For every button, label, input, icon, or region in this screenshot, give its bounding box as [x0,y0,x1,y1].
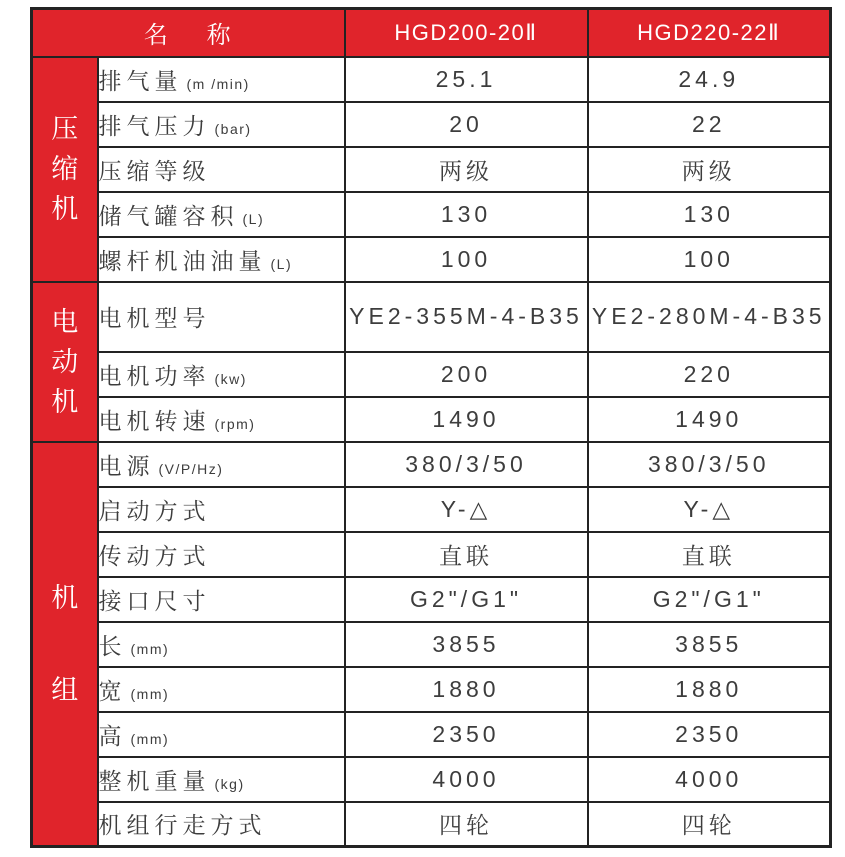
row-unit: (bar) [214,120,252,137]
row-unit: (mm) [130,640,170,657]
value-cell: 直联 [588,532,831,577]
row-label: 高 [98,722,127,749]
table-row [32,192,831,237]
value-cell: 1490 [588,397,831,442]
table-row [32,442,831,487]
group-label: 压缩机 [51,114,79,224]
group-label: 电动机 [51,306,79,417]
header-model-2: HGD220-22Ⅱ [588,9,831,57]
row-label: 排气量 [98,67,183,94]
row-unit: (mm) [130,730,170,747]
header-name-cell: 名 称 [32,9,345,57]
row-label-cell [98,282,345,352]
table-row [32,667,831,712]
value-cell: 100 [345,237,588,282]
row-label: 传动方式 [98,542,211,569]
value-cell: YE2-355M-4-B35 [345,282,588,352]
value-cell: 两级 [588,147,831,192]
value-cell: 1880 [588,667,831,712]
value-cell: 25.1 [345,57,588,102]
row-label-cell [98,622,345,667]
row-label-cell [98,397,345,442]
table-row [32,397,831,442]
table-row [32,712,831,757]
row-label: 电机功率 [98,362,211,389]
value-cell: 2350 [345,712,588,757]
value-cell: 220 [588,352,831,397]
value-cell: 100 [588,237,831,282]
value-cell: Y-△ [588,487,831,532]
row-unit: (V/P/Hz) [158,460,224,477]
value-cell: 1880 [345,667,588,712]
row-label: 压缩等级 [98,157,211,184]
table-row [32,487,831,532]
row-label: 宽 [98,677,127,704]
spec-sheet [0,7,845,857]
value-cell: G2"/G1" [345,577,588,622]
row-label-cell [98,102,345,147]
table-row [32,802,831,847]
table-row [32,57,831,102]
group-label: 机组 [51,582,79,705]
row-label-cell [98,192,345,237]
row-unit: (kg) [214,775,245,792]
row-unit: (mm) [130,685,170,702]
table-row [32,577,831,622]
row-label-cell [98,352,345,397]
row-label-cell [98,442,345,487]
row-unit: (kw) [214,370,247,387]
table-row [32,622,831,667]
value-cell: 380/3/50 [345,442,588,487]
value-cell: 四轮 [345,802,588,847]
row-label-cell [98,712,345,757]
value-cell: 4000 [588,757,831,802]
row-label-cell [98,237,345,282]
value-cell: 四轮 [588,802,831,847]
row-label: 螺杆机油油量 [98,247,267,274]
group-cell-motor [32,282,98,442]
value-cell: 1490 [345,397,588,442]
row-label-cell [98,147,345,192]
value-cell: 20 [345,102,588,147]
group-cell-unit [32,442,98,847]
row-unit: (m /min) [186,75,250,92]
row-label: 电机转速 [98,407,211,434]
value-cell: YE2-280M-4-B35 [588,282,831,352]
row-label: 启动方式 [98,497,211,524]
value-cell: 直联 [345,532,588,577]
value-cell: 130 [345,192,588,237]
group-cell-compressor [32,57,98,282]
table-row [32,532,831,577]
value-cell: 3855 [588,622,831,667]
table-row [32,757,831,802]
row-label-cell [98,802,345,847]
value-cell: 200 [345,352,588,397]
value-cell: 4000 [345,757,588,802]
value-cell: 22 [588,102,831,147]
header-model-1: HGD200-20Ⅱ [345,9,588,57]
row-label: 排气压力 [98,112,211,139]
row-label: 整机重量 [98,767,211,794]
table-row [32,282,831,352]
spec-table [30,7,832,848]
value-cell: 380/3/50 [588,442,831,487]
table-header-row [32,9,831,57]
value-cell: 2350 [588,712,831,757]
value-cell: 130 [588,192,831,237]
row-label-cell [98,577,345,622]
row-label-cell [98,667,345,712]
row-unit: (L) [270,255,293,272]
table-row [32,102,831,147]
row-label: 电源 [98,452,155,479]
row-label: 储气罐容积 [98,202,239,229]
row-label-cell [98,532,345,577]
row-label: 电机型号 [98,305,211,331]
table-row [32,147,831,192]
row-label: 长 [98,632,127,659]
value-cell: Y-△ [345,487,588,532]
row-label-cell [98,757,345,802]
row-label: 机组行走方式 [98,812,267,839]
value-cell: 3855 [345,622,588,667]
row-unit: (L) [242,210,265,227]
row-label-cell [98,57,345,102]
value-cell: 24.9 [588,57,831,102]
row-label-cell [98,487,345,532]
table-row [32,237,831,282]
row-label: 接口尺寸 [98,587,211,614]
value-cell: G2"/G1" [588,577,831,622]
table-row [32,352,831,397]
row-unit: (rpm) [214,415,256,432]
value-cell: 两级 [345,147,588,192]
